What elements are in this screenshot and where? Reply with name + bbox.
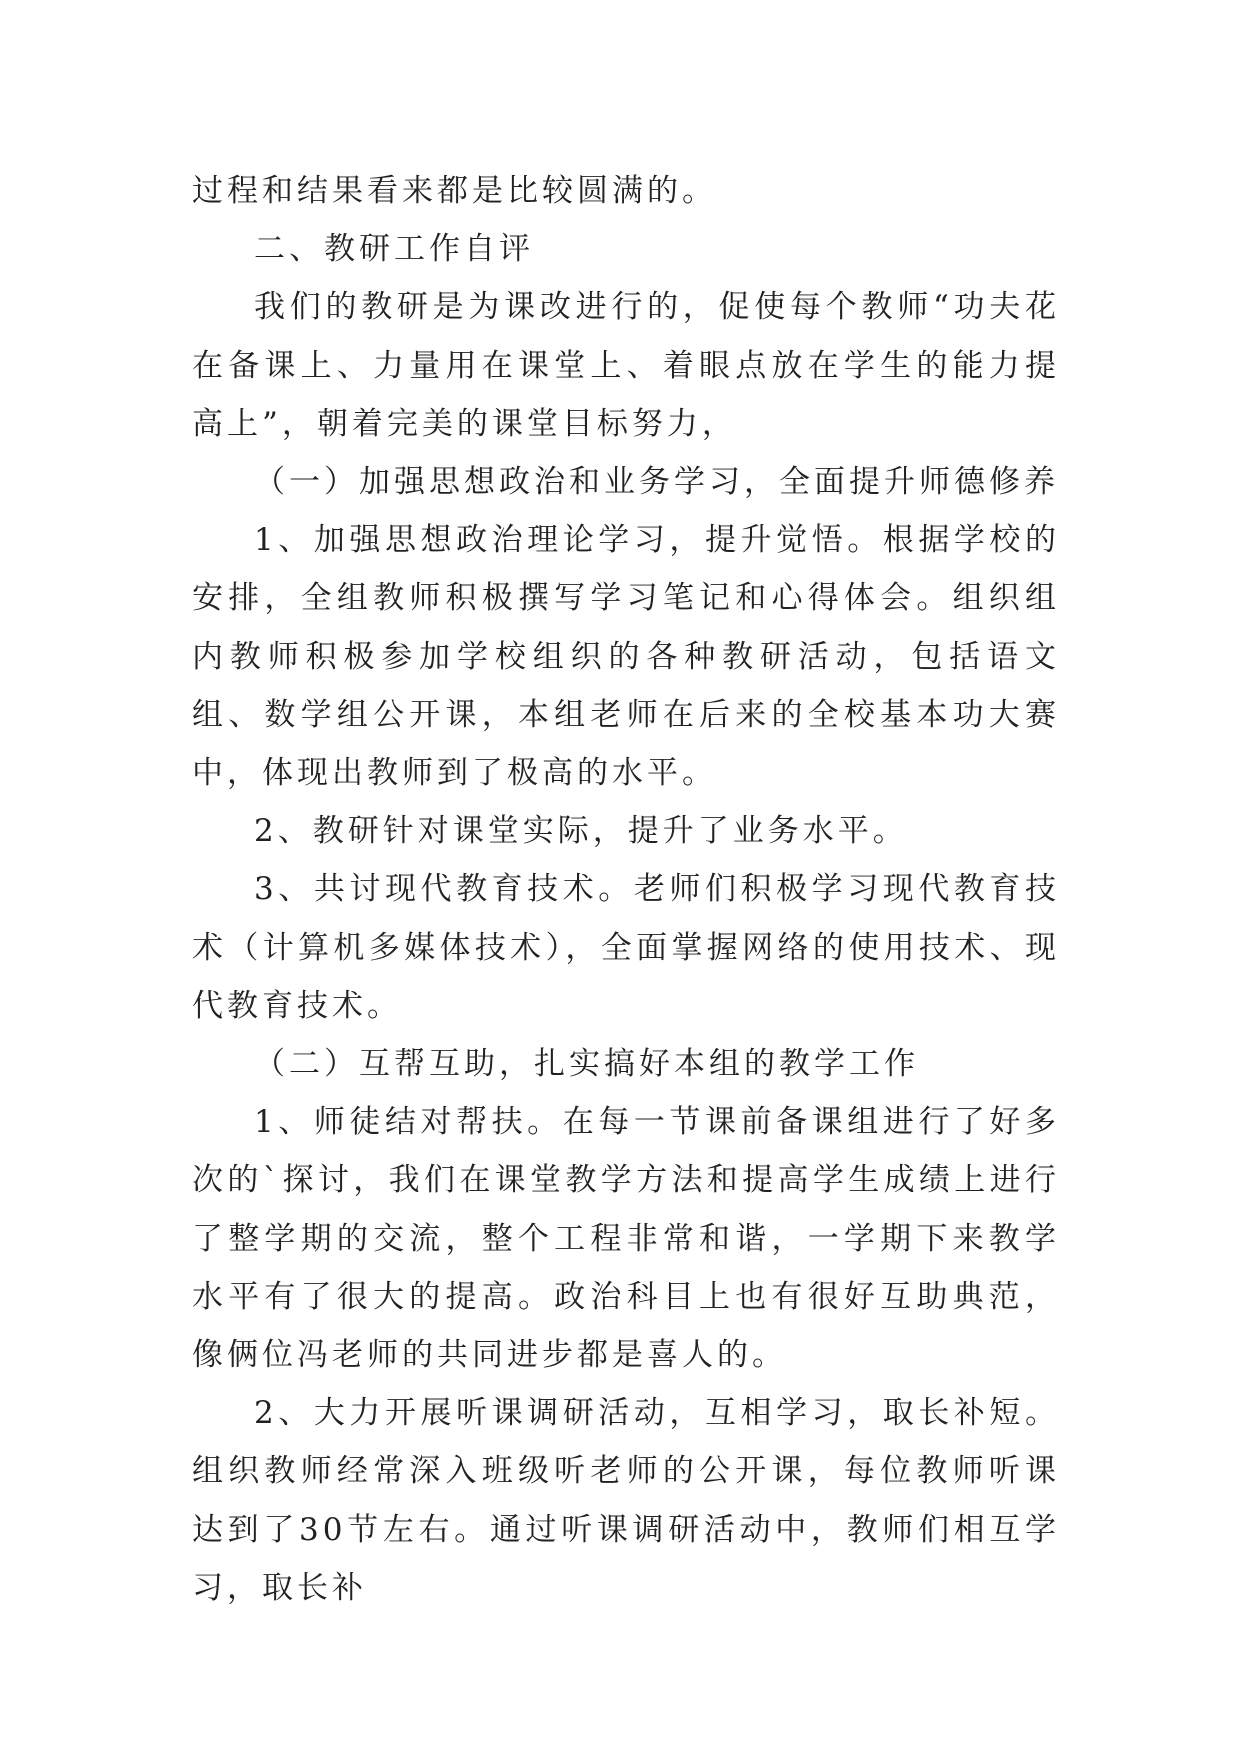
document-body [192, 162, 1060, 1617]
subheading-mutual-help: （二）互帮互助，扎实搞好本组的教学工作 [254, 1046, 919, 1083]
paragraph-continuation: 过程和结果看来都是比较圆满的。 [192, 173, 717, 209]
paragraph-item-1-theory-study: 1、加强思想政治理论学习，提升觉悟。根据学校的安排，全组教师积极撰写学习笔记和心得体会。组织组内教师积极参加学校组织的各种教研活动，包括语文组、数学组公开课，本组老师在后来的全校基本功大赛中，体现出教师到了极高的水平。 [192, 522, 1060, 792]
paragraph-item-3-technology: 3、共讨现代教育技术。老师们积极学习现代教育技术（计算机多媒体技术），全面掌握网络的使用技术、现代教育技术。 [192, 871, 1060, 1024]
subheading-political-study: （一）加强思想政治和业务学习，全面提升师德修养 [254, 464, 1059, 501]
section-heading-teaching-research: 二、教研工作自评 [254, 231, 534, 268]
paragraph-item-2-classroom: 2、教研针对课堂实际，提升了业务水平。 [254, 813, 908, 850]
paragraph-item-2-lesson-observation: 2、大力开展听课调研活动，互相学习，取长补短。组织教师经常深入班级听老师的公开课，每位教师听课达到了30节左右。通过听课调研活动中，教师们相互学习，取长补 [192, 1395, 1060, 1606]
paragraph-research-purpose: 我们的教研是为课改进行的，促使每个教师“功夫花在备课上、力量用在课堂上、着眼点放在学生的能力提高上”，朝着完美的课堂目标努力， [192, 289, 1060, 442]
paragraph-item-1-mentoring: 1、师徒结对帮扶。在每一节课前备课组进行了好多次的`探讨，我们在课堂教学方法和提高学生成绩上进行了整学期的交流，整个工程非常和谐，一学期下来教学水平有了很大的提高。政治科目上也有很好互助典范，像俩位冯老师的共同进步都是喜人的。 [192, 1104, 1060, 1374]
